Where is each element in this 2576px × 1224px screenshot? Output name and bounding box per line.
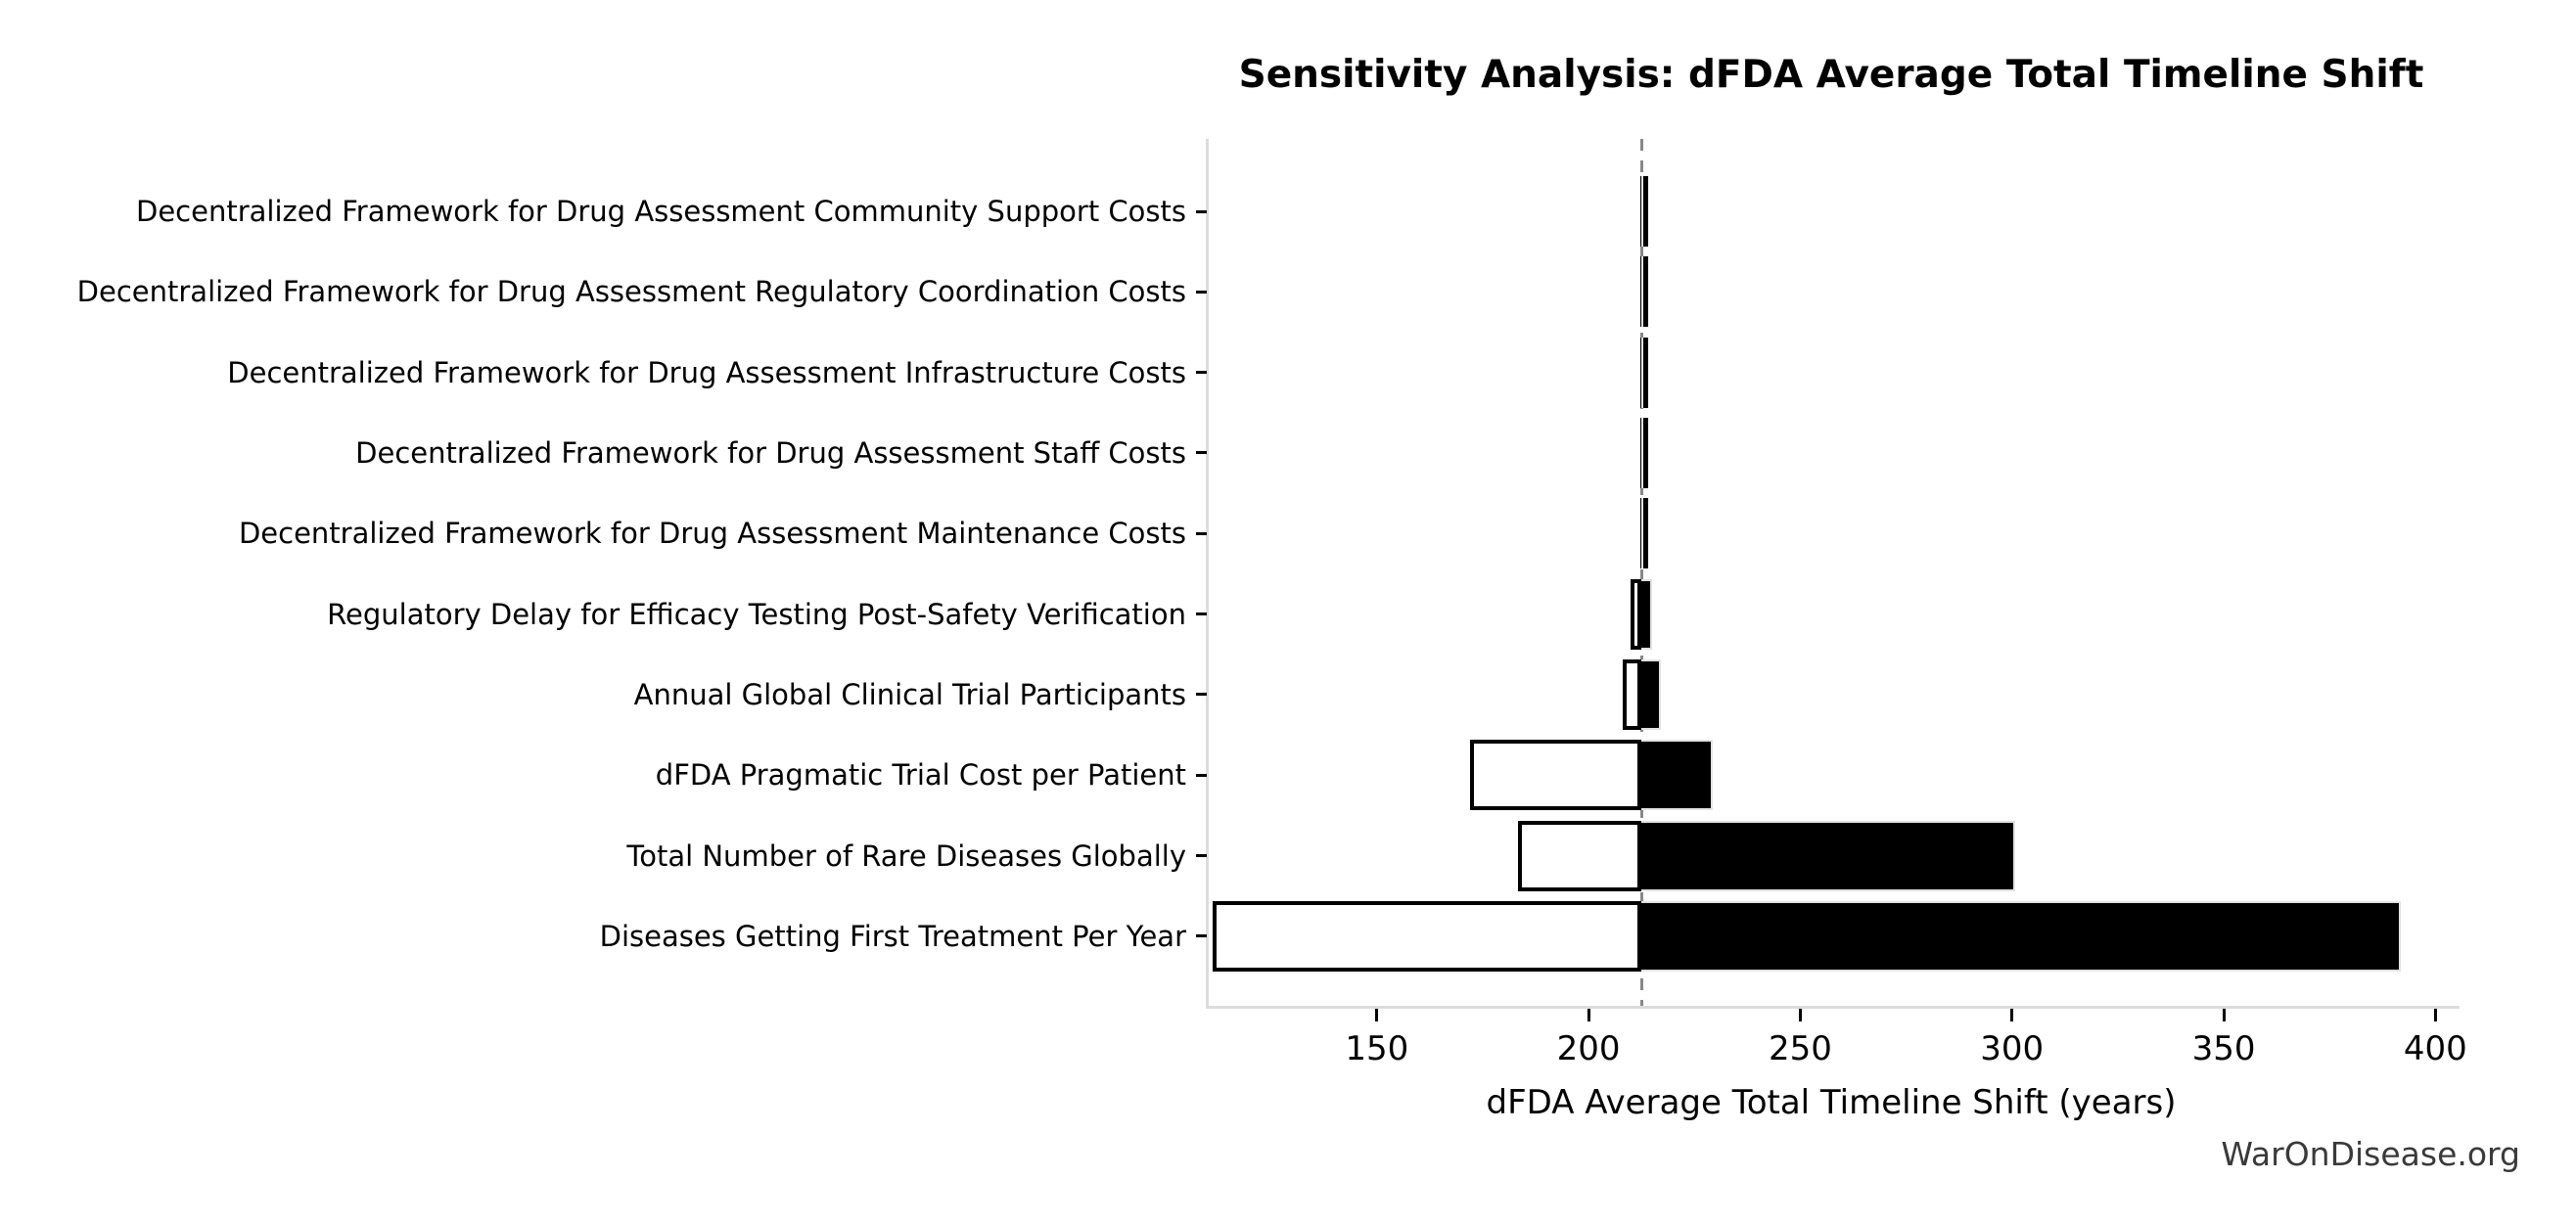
x-axis-tick-label: 400 (2403, 1029, 2467, 1068)
x-axis-tick (1799, 1009, 1802, 1021)
y-axis-label: Decentralized Framework for Drug Assessment Community Support Costs (136, 195, 1186, 228)
chart-title: Sensitivity Analysis: dFDA Average Total Timeline Shift (1238, 53, 2424, 97)
bar-high-shift (1641, 659, 1661, 730)
y-axis-label: Decentralized Framework for Drug Assessment Regulatory Coordination Costs (76, 275, 1186, 309)
bar-high-shift (1641, 498, 1643, 568)
bar-high-shift (1641, 338, 1643, 408)
y-axis-tick (1196, 774, 1207, 777)
y-axis-label: Diseases Getting First Treatment Per Year (599, 919, 1186, 953)
x-axis-tick (2223, 1009, 2226, 1021)
bar-low-shift (1213, 901, 1641, 972)
x-axis-tick-label: 300 (1980, 1029, 2045, 1068)
y-axis-label: Regulatory Delay for Efficacy Testing Post-Safety Verification (327, 597, 1186, 631)
bar-high-shift (1641, 821, 2015, 891)
y-axis-tick (1196, 854, 1207, 857)
y-axis-tick (1196, 532, 1207, 535)
y-axis-label: dFDA Pragmatic Trial Cost per Patient (655, 758, 1186, 793)
x-axis-tick-label: 250 (1768, 1029, 1832, 1068)
y-axis-tick (1196, 451, 1207, 454)
plot-area (1206, 139, 2460, 1009)
y-axis-labels (0, 139, 1186, 1006)
x-axis-tick (2010, 1009, 2013, 1021)
y-axis-label: Decentralized Framework for Drug Assessment Staff Costs (355, 435, 1186, 470)
y-axis-label: Annual Global Clinical Trial Participants (633, 677, 1186, 711)
y-axis-tick (1196, 210, 1207, 213)
bar-high-shift (1641, 740, 1713, 810)
y-axis-label: Total Number of Rare Diseases Globally (626, 839, 1186, 873)
bar-low-shift (1470, 740, 1641, 810)
x-axis-tick-label: 200 (1556, 1029, 1621, 1068)
y-axis-tick (1196, 291, 1207, 294)
y-axis-tick (1196, 934, 1207, 937)
x-axis-tick (1375, 1009, 1378, 1021)
bar-low-shift (1518, 821, 1641, 891)
y-axis-tick (1196, 693, 1207, 696)
bar-high-shift (1641, 176, 1643, 247)
y-axis-label: Decentralized Framework for Drug Assessment Infrastructure Costs (227, 355, 1186, 389)
bar-low-shift (1631, 579, 1641, 650)
bar-high-shift (1641, 901, 2401, 972)
y-axis-tick (1196, 612, 1207, 615)
x-axis-tick-label: 350 (2191, 1029, 2256, 1068)
x-axis-tick-label: 150 (1345, 1029, 1409, 1068)
bar-high-shift (1641, 418, 1643, 488)
y-axis-label: Decentralized Framework for Drug Assessment Maintenance Costs (238, 517, 1186, 551)
y-axis-tick (1196, 371, 1207, 374)
x-axis-tick (2434, 1009, 2437, 1021)
bar-high-shift (1641, 579, 1652, 650)
watermark-text: WarOnDisease.org (2221, 1135, 2520, 1173)
bar-low-shift (1623, 659, 1641, 730)
x-axis-title: dFDA Average Total Timeline Shift (years) (1486, 1083, 2177, 1122)
x-axis-tick (1587, 1009, 1590, 1021)
bar-high-shift (1641, 256, 1643, 327)
